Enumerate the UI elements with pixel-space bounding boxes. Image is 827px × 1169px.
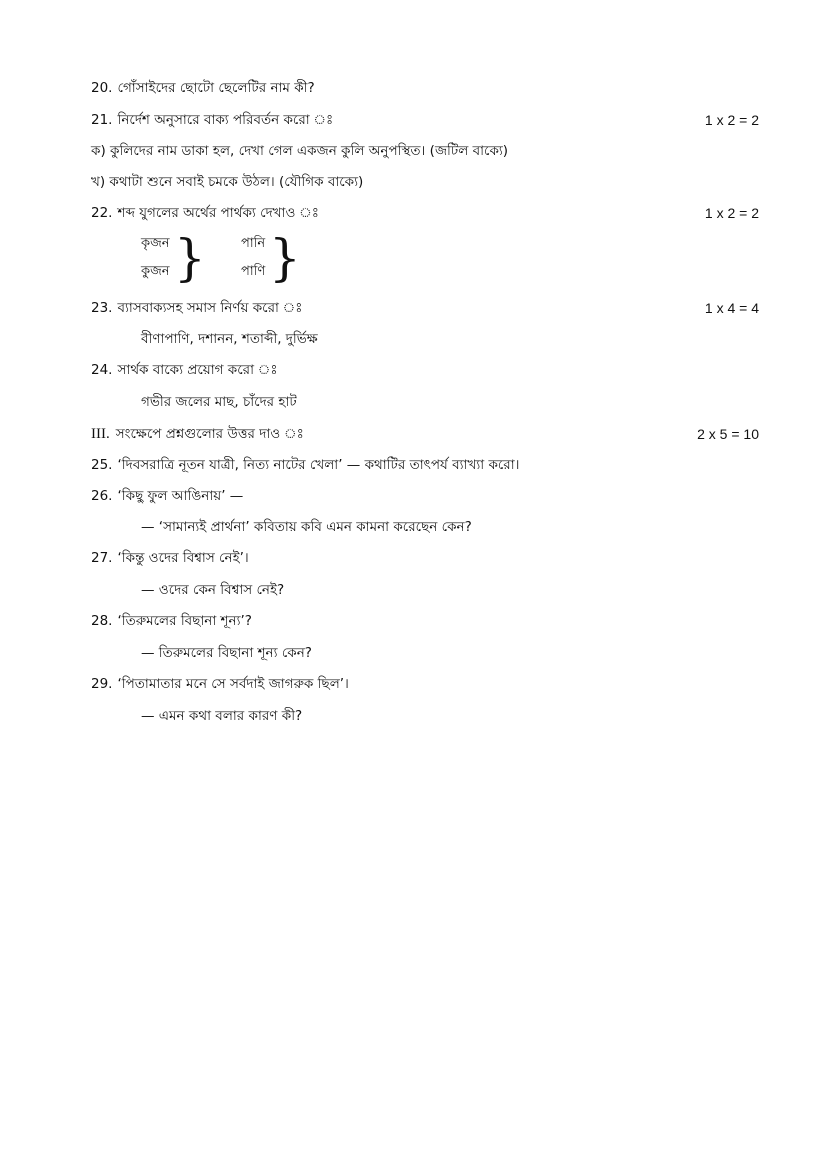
question-22: 22. শব্দ যুগলের অর্থের পার্থক্য দেখাও ঃ 1 x 2 = 2	[91, 201, 759, 225]
question-20-text: গোঁসাইদের ছোটো ছেলেটির নাম কী?	[117, 80, 315, 96]
marks-section-3: 2 x 5 = 10	[697, 426, 759, 442]
brace-2: }	[269, 229, 301, 287]
word-pair-1-first: কৃজন	[141, 236, 170, 251]
marks-21: 1 x 2 = 2	[704, 112, 759, 128]
question-27: 27. ‘কিন্তু ওদের বিশ্বাস নেই’।	[91, 550, 249, 566]
question-28-sub: — তিরুমলের বিছানা শূন্য কেন?	[141, 645, 312, 661]
section-3-numeral: III.	[91, 426, 110, 442]
brace-1: }	[174, 229, 206, 287]
word-pair-1-second: কুজন	[141, 264, 170, 279]
section-3-text: সংক্ষেপে প্রশ্নগুলোর উত্তর দাও ঃ	[115, 426, 304, 442]
question-27-text: ‘কিন্তু ওদের বিশ্বাস নেই’।	[117, 550, 249, 566]
question-26: 26. ‘কিছু ফুল আঙিনায়’ —	[91, 488, 244, 504]
question-22-text: শব্দ যুগলের অর্থের পার্থক্য দেখাও ঃ	[117, 205, 319, 221]
question-29-sub: — এমন কথা বলার কারণ কী?	[141, 708, 303, 724]
marks-22: 1 x 2 = 2	[704, 205, 759, 221]
question-21: 21. নির্দেশ অনুসারে বাক্য পরিবর্তন করো ঃ 1 x 2 = 2	[91, 108, 759, 132]
question-24-words: গভীর জলের মাছ, চাঁদের হাট	[141, 394, 297, 410]
marks-23: 1 x 4 = 4	[704, 300, 759, 316]
question-23: 23. ব্যাসবাক্যসহ সমাস নির্ণয় করো ঃ 1 x 4 = 4	[91, 296, 759, 320]
section-3-heading	[91, 422, 759, 446]
question-26-sub: — ‘সামান্যই প্রার্থনা’ কবিতায় কবি এমন কামনা করেছেন কেন?	[141, 519, 472, 535]
question-23-words: বীণাপাণি, দশানন, শতাব্দী, দুর্ভিক্ষ	[141, 331, 318, 347]
question-21-text: নির্দেশ অনুসারে বাক্য পরিবর্তন করো ঃ	[117, 112, 334, 128]
word-pair-2	[241, 230, 301, 286]
question-24: 24. সার্থক বাক্যে প্রয়োগ করো ঃ	[91, 362, 278, 378]
word-pair-2-first: পানি	[241, 236, 266, 251]
word-pair-2-second: পাণি	[241, 264, 266, 279]
question-29-text: ‘পিতামাতার মনে সে সর্বদাই জাগরুক ছিল’।	[117, 676, 349, 692]
word-pair-1	[141, 229, 206, 287]
question-21-part-b: খ) কথাটা শুনে সবাই চমকে উঠল। (যৌগিক বাক্যে)	[91, 174, 364, 190]
question-27-sub: — ওদের কেন বিশ্বাস নেই?	[141, 582, 285, 598]
question-20: 20. গোঁসাইদের ছোটো ছেলেটির নাম কী?	[91, 80, 315, 96]
question-24-text: সার্থক বাক্যে প্রয়োগ করো ঃ	[117, 362, 278, 378]
question-25-text: ‘দিবসরাত্রি নূতন যাত্রী, নিত্য নাটের খেলা’ — কথাটির তাৎপর্য ব্যাখ্যা করো।	[117, 457, 520, 473]
question-28-text: ‘তিরুমলের বিছানা শূন্য’?	[117, 613, 252, 629]
question-25: 25. ‘দিবসরাত্রি নূতন যাত্রী, নিত্য নাটের খেলা’ — কথাটির তাৎপর্য ব্যাখ্যা করো।	[91, 457, 520, 473]
question-23-text: ব্যাসবাক্যসহ সমাস নির্ণয় করো ঃ	[117, 300, 303, 316]
question-28: 28. ‘তিরুমলের বিছানা শূন্য’?	[91, 613, 252, 629]
question-21-part-a: ক) কুলিদের নাম ডাকা হল, দেখা গেল একজন কুলি অনুপস্থিত। (জটিল বাক্যে)	[91, 143, 509, 159]
question-26-text: ‘কিছু ফুল আঙিনায়’ —	[117, 488, 244, 504]
question-29: 29. ‘পিতামাতার মনে সে সর্বদাই জাগরুক ছিল’।	[91, 676, 349, 692]
